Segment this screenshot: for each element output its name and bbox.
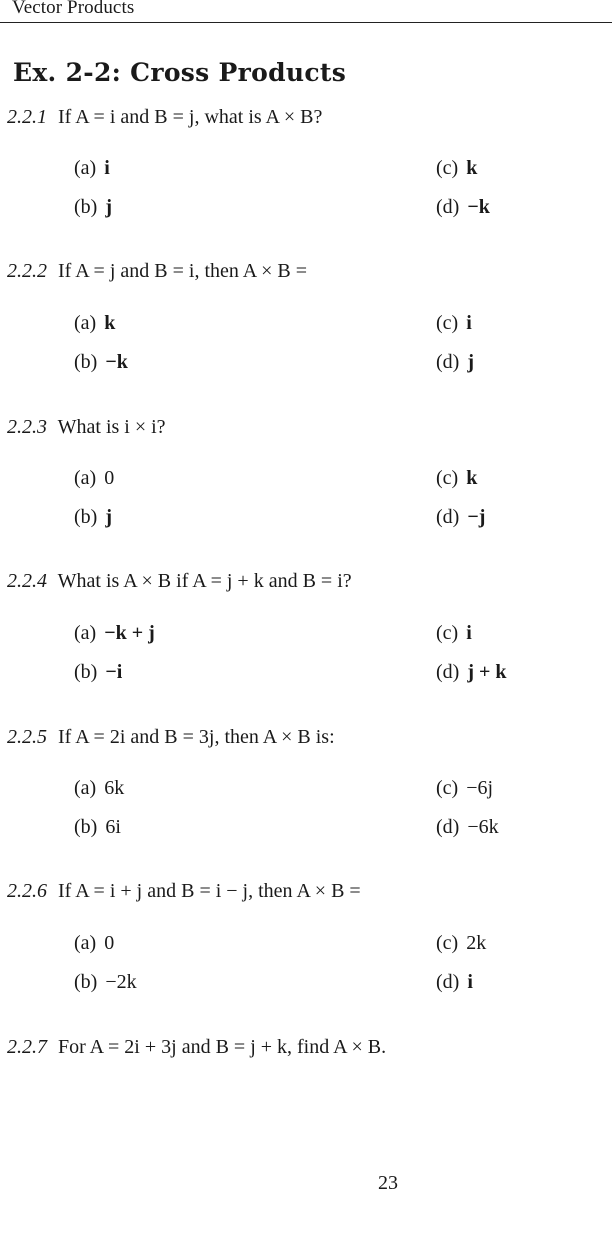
choice-value: 0 — [104, 467, 115, 489]
question-2-2-4 — [7, 570, 352, 593]
question-text: What is i × i? — [57, 416, 166, 438]
question-text: What is A × B if A = j + k and B = i? — [57, 570, 352, 592]
choice-c — [436, 622, 472, 645]
choice-b — [74, 816, 121, 839]
choice-c — [436, 777, 493, 800]
choice-d — [436, 816, 499, 839]
choice-label: (a) — [74, 622, 97, 644]
choice-label: (a) — [74, 312, 97, 334]
choice-value: j + k — [467, 661, 507, 683]
choice-c — [436, 932, 486, 955]
choice-value: −k + j — [104, 622, 155, 644]
choice-value: −k — [467, 196, 490, 218]
choice-a — [74, 467, 114, 490]
choice-label: (a) — [74, 932, 97, 954]
choice-b — [74, 971, 137, 994]
question-2-2-6 — [7, 880, 361, 903]
choice-a — [74, 777, 124, 800]
choice-c — [436, 467, 477, 490]
choice-label: (b) — [74, 351, 98, 373]
page-number: 23 — [378, 1172, 398, 1194]
section-title: Ex. 2-2: Cross Products — [13, 58, 347, 87]
question-number: 2.2.7 — [7, 1036, 47, 1058]
choice-value: i — [104, 157, 110, 179]
choice-label: (b) — [74, 506, 98, 528]
choice-b — [74, 351, 128, 374]
choice-value: −i — [105, 661, 123, 683]
choice-label: (d) — [436, 506, 460, 528]
choice-label: (c) — [436, 932, 459, 954]
choice-value: j — [105, 196, 112, 218]
question-number: 2.2.4 — [7, 570, 47, 592]
choice-c — [436, 312, 472, 335]
choice-a — [74, 932, 114, 955]
choice-label: (d) — [436, 351, 460, 373]
choice-d — [436, 971, 473, 994]
question-2-2-5 — [7, 726, 335, 749]
question-number: 2.2.5 — [7, 726, 47, 748]
choice-label: (b) — [74, 661, 98, 683]
choice-b — [74, 506, 112, 529]
choice-label: (a) — [74, 777, 97, 799]
question-text: If A = i + j and B = i − j, then A × B = — [58, 880, 361, 902]
choice-value: j — [105, 506, 112, 528]
choice-value: −j — [467, 506, 486, 528]
choice-value: i — [466, 312, 472, 334]
choice-value: 0 — [104, 932, 115, 954]
choice-a — [74, 157, 110, 180]
question-number: 2.2.3 — [7, 416, 47, 438]
choice-label: (d) — [436, 661, 460, 683]
choice-b — [74, 196, 112, 219]
choice-a — [74, 312, 115, 335]
choice-value: −6k — [467, 816, 499, 838]
choice-value: k — [466, 467, 478, 489]
choice-label: (a) — [74, 467, 97, 489]
choice-value: j — [467, 351, 474, 373]
choice-d — [436, 196, 490, 219]
choice-label: (c) — [436, 777, 459, 799]
question-text: If A = j and B = i, then A × B = — [58, 260, 308, 282]
choice-a — [74, 622, 155, 645]
choice-value: 6i — [105, 816, 121, 838]
choice-label: (c) — [436, 157, 459, 179]
choice-value: 6k — [104, 777, 125, 799]
question-2-2-3 — [7, 416, 166, 439]
running-head: Vector Products — [12, 0, 135, 18]
choice-value: 2k — [466, 932, 487, 954]
choice-d — [436, 506, 485, 529]
choice-value: −2k — [105, 971, 137, 993]
question-number: 2.2.1 — [7, 106, 47, 128]
choice-value: k — [104, 312, 116, 334]
choice-c — [436, 157, 477, 180]
question-2-2-1 — [7, 106, 322, 129]
choice-d — [436, 661, 507, 684]
choice-value: k — [466, 157, 478, 179]
choice-label: (c) — [436, 622, 459, 644]
choice-b — [74, 661, 122, 684]
choice-value: i — [467, 971, 473, 993]
question-number: 2.2.6 — [7, 880, 47, 902]
question-text: If A = i and B = j, what is A × B? — [58, 106, 323, 128]
choice-label: (d) — [436, 816, 460, 838]
choice-label: (b) — [74, 196, 98, 218]
choice-label: (c) — [436, 467, 459, 489]
question-2-2-7 — [7, 1036, 386, 1059]
choice-value: −6j — [466, 777, 494, 799]
question-text: If A = 2i and B = 3j, then A × B is: — [58, 726, 335, 748]
choice-label: (b) — [74, 816, 98, 838]
choice-label: (a) — [74, 157, 97, 179]
header-rule — [0, 22, 612, 23]
choice-value: i — [466, 622, 472, 644]
question-2-2-2 — [7, 260, 307, 283]
choice-label: (c) — [436, 312, 459, 334]
choice-value: −k — [105, 351, 128, 373]
choice-label: (b) — [74, 971, 98, 993]
question-number: 2.2.2 — [7, 260, 47, 282]
choice-label: (d) — [436, 971, 460, 993]
question-text: For A = 2i + 3j and B = j + k, find A × B. — [58, 1036, 387, 1058]
choice-d — [436, 351, 474, 374]
choice-label: (d) — [436, 196, 460, 218]
